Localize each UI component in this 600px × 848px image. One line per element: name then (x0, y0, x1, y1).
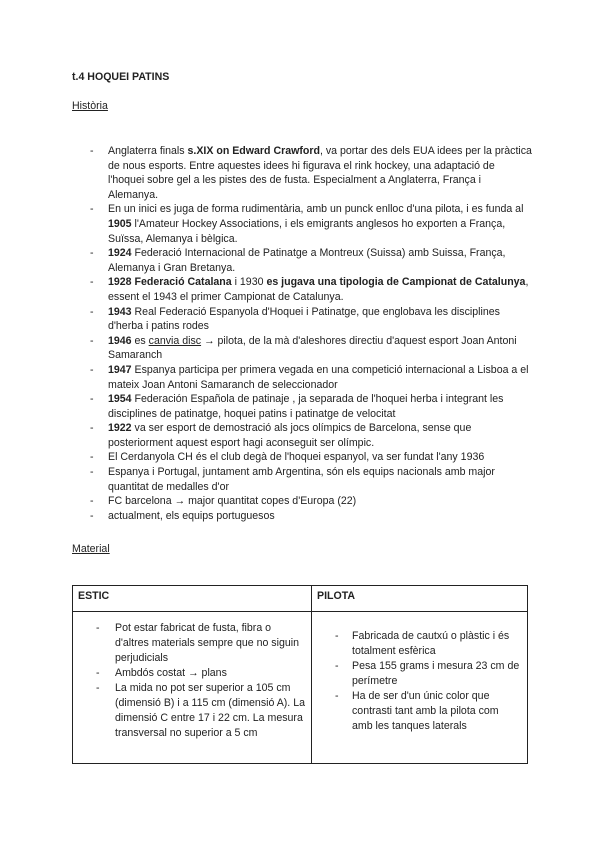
list-item: - Ha de ser d'un únic color que contrasti tant amb la pilota com amb les tanques laterals (318, 689, 521, 734)
history-item: - Anglaterra finals s.XIX on Edward Crawford, va portar des dels EUA idees per la pràctica de nous esports. Entre aquestes idees hi figurava el rink hockey, una adaptació de l'hoquei sobre gel a les pistes des de fusta. Especialment a Anglaterra, França i Alemanya. (72, 144, 532, 202)
history-item: - 1922 va ser esport de demostració als jocs olímpics de Barcelona, sense que posteriorment aquest esport hagi aconseguit ser olímpic. (72, 421, 532, 450)
history-item: - 1947 Espanya participa per primera vegada en una competició internacional a Lisboa a el mateix Joan Antoni Samaranch de seleccionador (72, 363, 532, 392)
list-item: - Pesa 155 grams i mesura 23 cm de perímetre (318, 659, 521, 689)
estic-cell (73, 612, 312, 764)
table-header-pilota: PILOTA (312, 586, 528, 612)
history-item: - 1954 Federación Española de patinaje , ja separada de l'hoquei herba i integrant les disciplines de patinatge, hoquei patins i patinatge de velocitat (72, 392, 532, 421)
history-heading: Història (72, 100, 108, 112)
history-item: - 1946 es canvia disc → pilota, de la mà d'aleshores directiu d'aquest esport Joan Antoni Samaranch (72, 334, 532, 363)
history-item: - En un inici es juga de forma rudimentària, amb un punck enlloc d'una pilota, i es funda al 1905 l'Amateur Hockey Associations, i els emigrants anglesos ho exporten a França, Suïssa, Alemanya i bèlgica. (72, 202, 532, 246)
material-table (72, 585, 528, 764)
history-item: - Espanya i Portugal, juntament amb Argentina, són els equips nacionals amb major quantitat de medalles d'or (72, 465, 532, 494)
estic-list (79, 621, 305, 741)
list-item: - Fabricada de cautxú o plàstic i és totalment esfèrica (318, 629, 521, 659)
table-header-estic: ESTIC (73, 586, 312, 612)
history-item: - 1943 Real Federació Espanyola d'Hoquei i Patinatge, que englobava les disciplines d'herba i patins rodes (72, 305, 532, 334)
pilota-list (318, 629, 521, 734)
history-item: - 1924 Federació Internacional de Patinatge a Montreux (Suissa) amb Suissa, França, Alemanya i Gran Bretanya. (72, 246, 532, 275)
table-row (73, 612, 528, 764)
history-list (72, 144, 532, 523)
list-item: - Ambdós costat → plans (79, 666, 305, 681)
document-title: t.4 HOQUEI PATINS (72, 71, 170, 83)
history-item: - El Cerdanyola CH és el club degà de l'hoquei espanyol, va ser fundat l'any 1936 (72, 450, 532, 465)
history-item: - actualment, els equips portuguesos (72, 509, 532, 524)
table-header-row (73, 586, 528, 612)
history-item: - 1928 Federació Catalana i 1930 es jugava una tipologia de Campionat de Catalunya, essent el 1943 el primer Campionat de Catalunya. (72, 275, 532, 304)
list-item: - La mida no pot ser superior a 105 cm (dimensió B) i a 115 cm (dimensió A). La dimensió C entre 17 i 22 cm. La mesura transversal no superior a 5 cm (79, 681, 305, 741)
list-item: - Pot estar fabricat de fusta, fibra o d'altres materials sempre que no siguin perjudicials (79, 621, 305, 666)
history-item: - FC barcelona → major quantitat copes d'Europa (22) (72, 494, 532, 509)
pilota-cell (312, 612, 528, 764)
material-heading: Material (72, 543, 110, 555)
